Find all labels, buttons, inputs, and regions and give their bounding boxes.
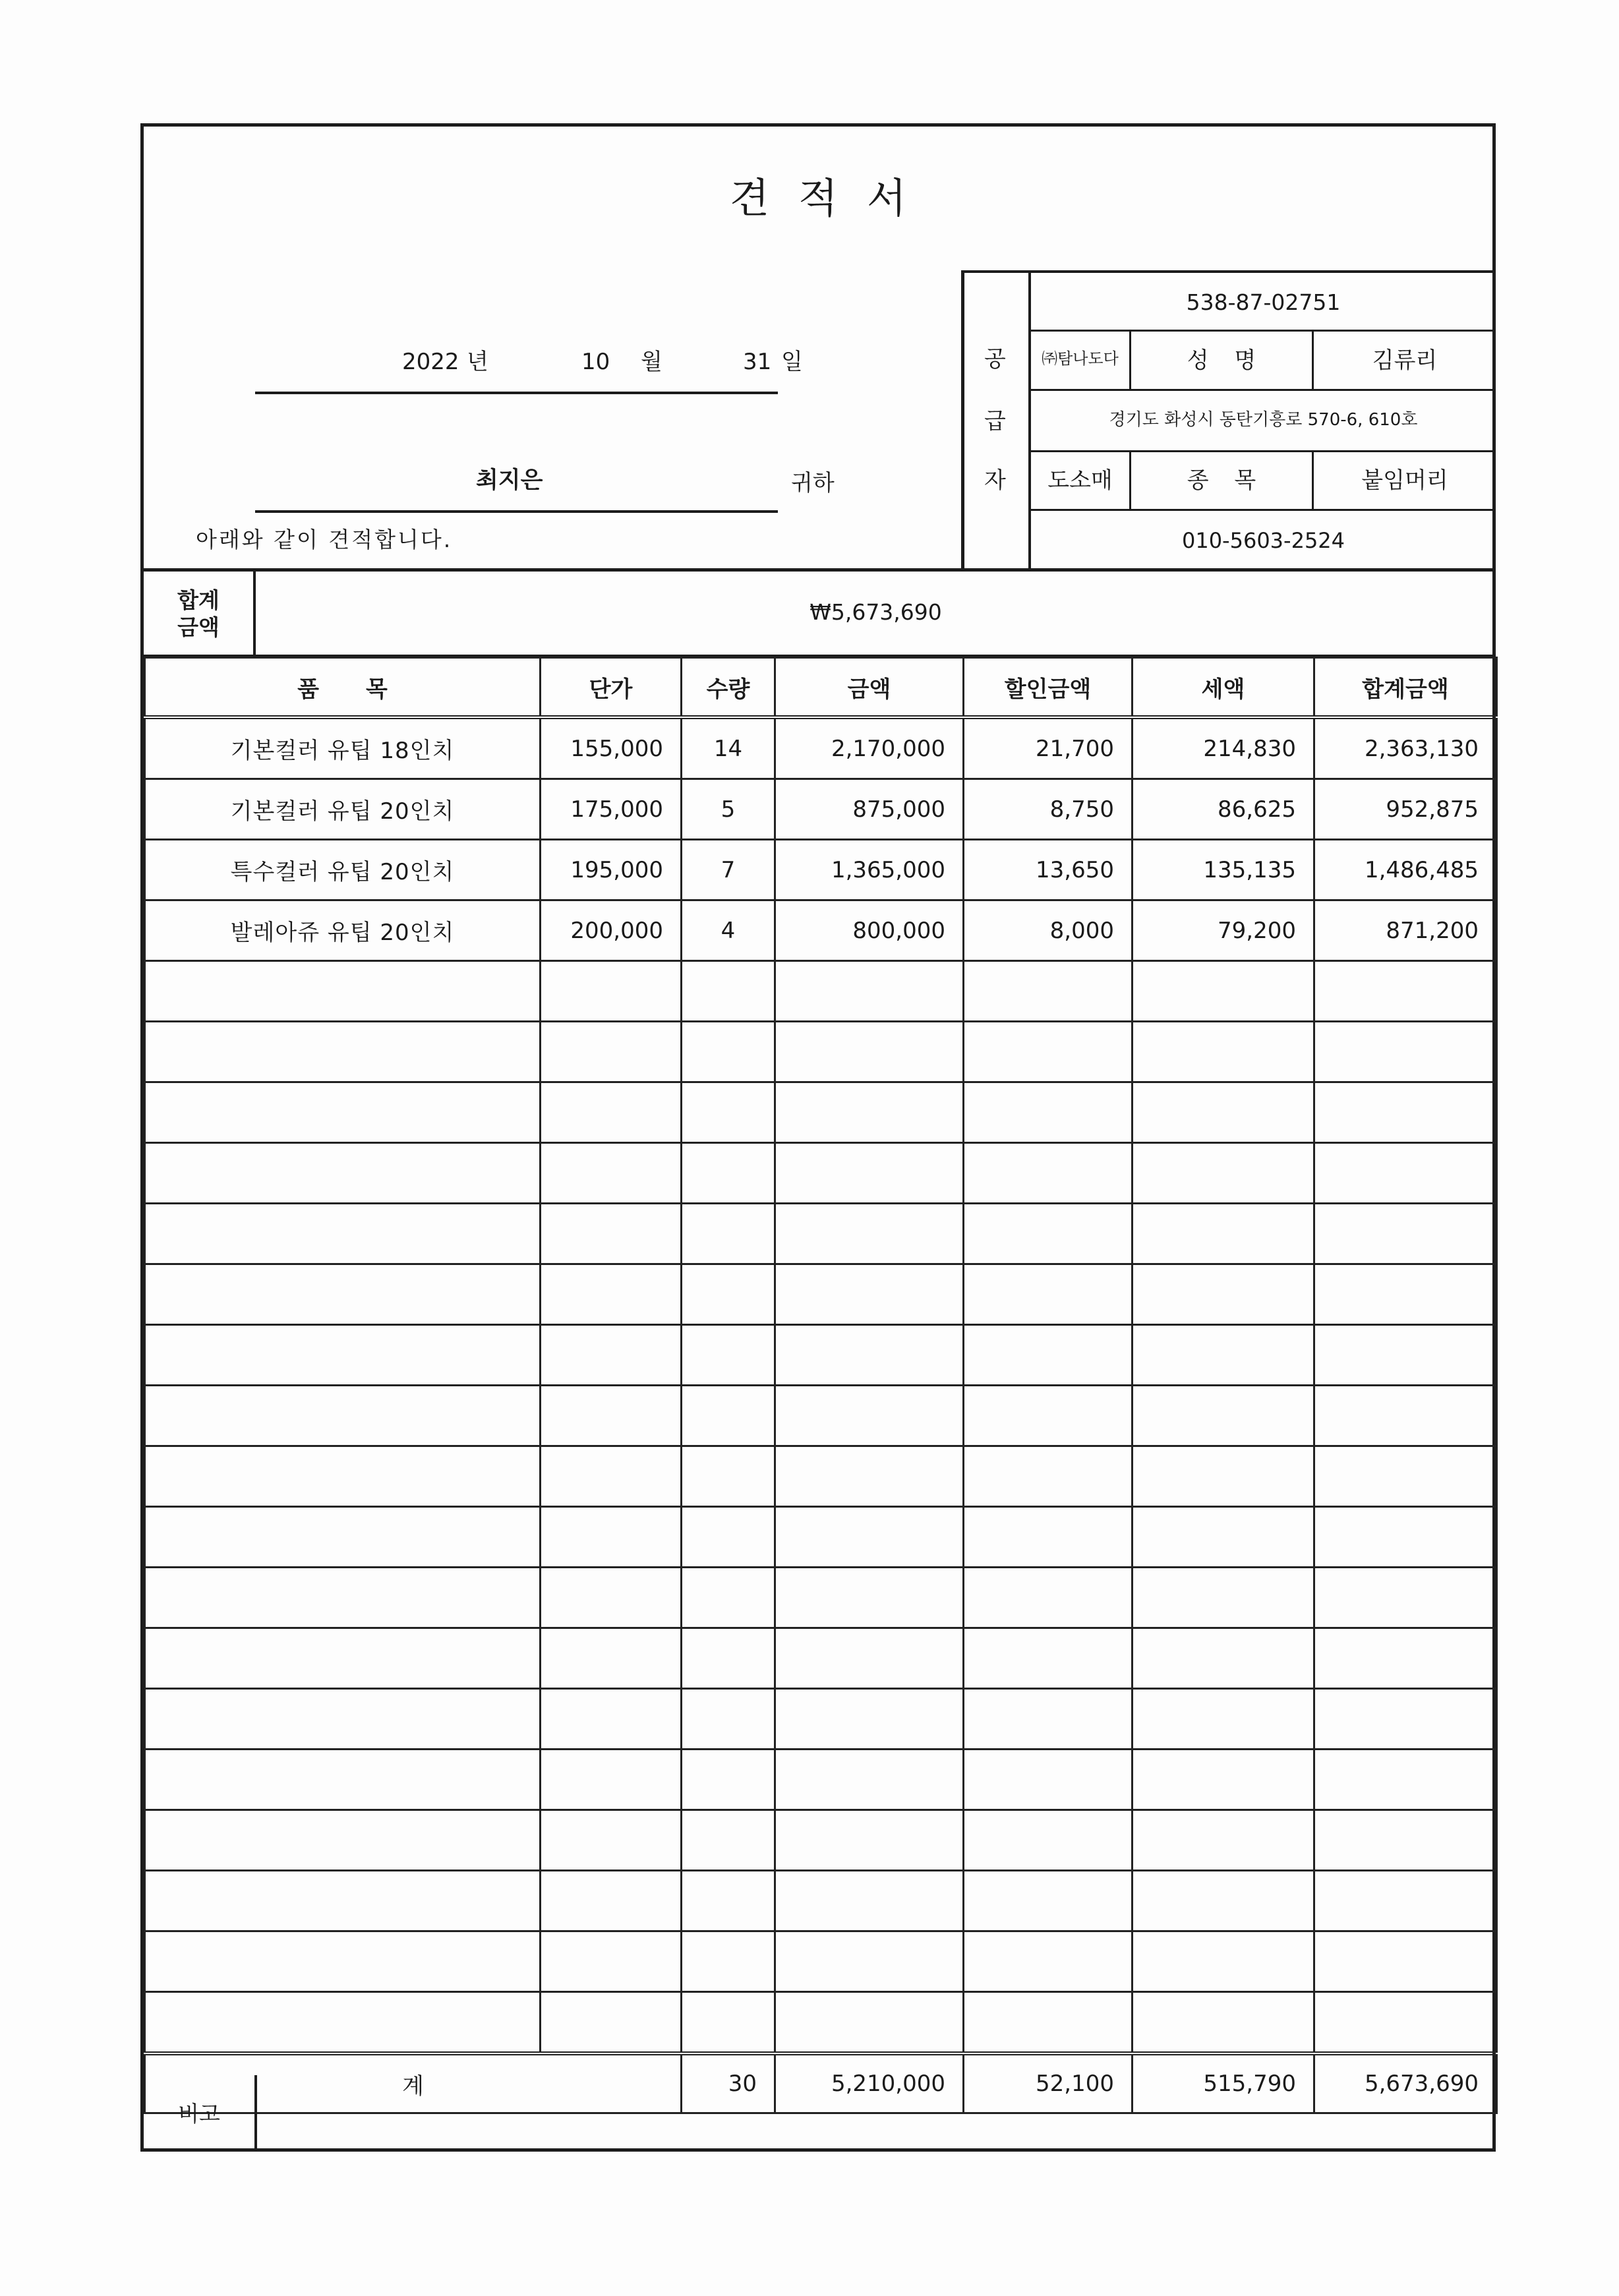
table-cell: 21,700 [964, 717, 1133, 779]
table-cell-empty [541, 1204, 682, 1264]
table-row-empty [145, 1386, 1497, 1446]
table-cell-empty [775, 1082, 964, 1143]
table-cell-empty [145, 1992, 541, 2054]
supplier-company: ㈜탐나도다 [1042, 349, 1119, 368]
table-cell-empty [964, 1325, 1133, 1386]
table-cell-empty [145, 1750, 541, 1810]
table-cell-empty [1314, 1750, 1497, 1810]
table-cell-empty [145, 1871, 541, 1931]
table-cell-empty [541, 1750, 682, 1810]
sum-qty: 30 [682, 2053, 775, 2113]
table-cell-empty [1314, 1507, 1497, 1568]
table-cell-empty [682, 1204, 775, 1264]
table-cell-empty [682, 1689, 775, 1750]
table-cell: 2,170,000 [775, 717, 964, 779]
table-cell-empty [1314, 1689, 1497, 1750]
items-table [144, 657, 1498, 2114]
table-cell-empty [775, 1750, 964, 1810]
table-cell-empty [145, 1082, 541, 1143]
table-cell-empty [775, 1871, 964, 1931]
sum-label: 계 [145, 2053, 682, 2113]
table-row [145, 900, 1497, 961]
total-top-border [140, 568, 1496, 572]
table-cell-empty [964, 1568, 1133, 1628]
table-cell-empty [1133, 1446, 1314, 1507]
date-month: 10 [581, 349, 610, 375]
table-cell-empty [775, 1810, 964, 1871]
table-cell: 871,200 [1314, 900, 1497, 961]
supplier-name: 김류리 [1372, 347, 1438, 374]
table-cell-empty [1133, 1568, 1314, 1628]
recipient-name: 최지은 [476, 467, 543, 494]
column-header: 할인금액 [964, 658, 1133, 718]
column-header: 합계금액 [1314, 658, 1497, 718]
table-cell-empty [682, 961, 775, 1022]
table-cell: 8,000 [964, 900, 1133, 961]
table-cell-empty [1133, 1871, 1314, 1931]
supplier-row-line-2 [1028, 389, 1496, 391]
table-cell-empty [541, 1628, 682, 1689]
table-cell-empty [145, 1143, 541, 1204]
table-cell-empty [775, 1264, 964, 1325]
table-cell-empty [964, 1931, 1133, 1992]
table-cell-empty [541, 961, 682, 1022]
table-cell-empty [1133, 1689, 1314, 1750]
table-cell: 특수컬러 유팁 20인치 [145, 840, 541, 900]
table-cell-empty [541, 1810, 682, 1871]
table-cell-empty [1133, 1386, 1314, 1446]
table-row-empty [145, 1750, 1497, 1810]
table-cell-empty [1133, 1992, 1314, 2054]
table-cell-empty [145, 1264, 541, 1325]
table-cell-empty [145, 961, 541, 1022]
date-year-unit: 년 [467, 349, 488, 375]
table-cell-empty [541, 1082, 682, 1143]
table-cell-empty [682, 1082, 775, 1143]
table-header-row [145, 658, 1497, 718]
table-cell: 1,365,000 [775, 840, 964, 900]
table-cell: 1,486,485 [1314, 840, 1497, 900]
table-cell-empty [775, 1022, 964, 1082]
table-cell-empty [145, 1507, 541, 1568]
table-cell-empty [682, 1264, 775, 1325]
supplier-row-line-3 [1028, 450, 1496, 452]
table-cell: 155,000 [541, 717, 682, 779]
table-cell-empty [964, 1143, 1133, 1204]
table-row-empty [145, 1810, 1497, 1871]
recipient-suffix: 귀하 [791, 470, 835, 496]
table-cell: 4 [682, 900, 775, 961]
table-cell-empty [541, 1325, 682, 1386]
table-row-empty [145, 1871, 1497, 1931]
table-cell-empty [775, 1325, 964, 1386]
table-cell-empty [964, 1750, 1133, 1810]
table-cell-empty [1314, 1568, 1497, 1628]
table-cell-empty [964, 1628, 1133, 1689]
table-cell-empty [1314, 961, 1497, 1022]
table-cell-empty [775, 1689, 964, 1750]
table-cell: 86,625 [1133, 779, 1314, 840]
table-row-empty [145, 1568, 1497, 1628]
sum-tax: 515,790 [1133, 2053, 1314, 2113]
table-cell-empty [145, 1810, 541, 1871]
supplier-phone: 010-5603-2524 [1181, 528, 1345, 553]
table-cell-empty [541, 1931, 682, 1992]
table-cell-empty [964, 1871, 1133, 1931]
date-day: 31 [743, 349, 772, 375]
table-cell-empty [1314, 1871, 1497, 1931]
table-cell: 13,650 [964, 840, 1133, 900]
date-underline [255, 392, 778, 394]
table-cell-empty [964, 1264, 1133, 1325]
table-cell: 5 [682, 779, 775, 840]
table-cell-empty [1314, 1992, 1497, 2054]
column-header: 단가 [541, 658, 682, 718]
recipient-underline [255, 510, 778, 513]
table-cell: 기본컬러 유팁 18인치 [145, 717, 541, 779]
table-cell-empty [775, 1931, 964, 1992]
document-title: 견적서 [730, 174, 935, 222]
table-row-empty [145, 1507, 1497, 1568]
table-cell-empty [541, 1022, 682, 1082]
supplier-label-char-1: 공 [984, 346, 1006, 372]
table-cell: 2,363,130 [1314, 717, 1497, 779]
table-cell-empty [1314, 1204, 1497, 1264]
table-row [145, 779, 1497, 840]
date-year: 2022 [402, 349, 459, 375]
table-cell-empty [541, 1264, 682, 1325]
table-cell-empty [145, 1689, 541, 1750]
table-cell-empty [964, 1386, 1133, 1446]
table-cell-empty [1133, 1507, 1314, 1568]
remarks-divider [254, 2075, 257, 2152]
table-cell-empty [1133, 961, 1314, 1022]
table-cell: 8,750 [964, 779, 1133, 840]
table-row [145, 840, 1497, 900]
table-cell-empty [1314, 1931, 1497, 1992]
table-cell-empty [541, 1871, 682, 1931]
table-cell-empty [682, 1507, 775, 1568]
supplier-row-line-4 [1028, 509, 1496, 511]
table-cell-empty [1133, 1143, 1314, 1204]
table-cell-empty [145, 1931, 541, 1992]
table-cell-empty [145, 1204, 541, 1264]
table-cell-empty [145, 1568, 541, 1628]
table-cell-empty [964, 1446, 1133, 1507]
table-cell: 14 [682, 717, 775, 779]
total-amount: ₩5,673,690 [810, 599, 942, 625]
column-header: 품 목 [145, 658, 541, 718]
table-cell-empty [145, 1386, 541, 1446]
table-cell-empty [1133, 1750, 1314, 1810]
supplier-top-border [961, 270, 1496, 273]
table-cell-empty [1314, 1082, 1497, 1143]
table-cell-empty [1133, 1264, 1314, 1325]
table-row-empty [145, 1325, 1497, 1386]
table-row-empty [145, 1931, 1497, 1992]
table-cell-empty [964, 1810, 1133, 1871]
table-cell-empty [964, 1022, 1133, 1082]
sum-discount: 52,100 [964, 2053, 1133, 2113]
supplier-reg-no: 538-87-02751 [1186, 289, 1341, 315]
remarks-label: 비고 [178, 2101, 220, 2127]
table-row [145, 717, 1497, 779]
table-cell-empty [682, 1992, 775, 2054]
supplier-row-line-1 [1028, 330, 1496, 332]
table-cell-empty [541, 1689, 682, 1750]
table-cell: 952,875 [1314, 779, 1497, 840]
table-cell-empty [775, 1507, 964, 1568]
table-row-empty [145, 1022, 1497, 1082]
table-cell-empty [1133, 1810, 1314, 1871]
column-header: 금액 [775, 658, 964, 718]
table-cell: 214,830 [1133, 717, 1314, 779]
table-cell-empty [682, 1568, 775, 1628]
table-cell-empty [964, 1082, 1133, 1143]
table-cell: 875,000 [775, 779, 964, 840]
table-row-empty [145, 961, 1497, 1022]
supplier-label-char-3: 자 [984, 467, 1006, 494]
table-cell-empty [541, 1507, 682, 1568]
table-cell: 195,000 [541, 840, 682, 900]
table-cell-empty [682, 1143, 775, 1204]
table-cell-empty [964, 961, 1133, 1022]
table-cell-empty [775, 1446, 964, 1507]
table-row-empty [145, 1082, 1497, 1143]
supplier-address: 경기도 화성시 동탄기흥로 570-6, 610호 [1109, 410, 1418, 430]
table-row-empty [145, 1204, 1497, 1264]
table-row-empty [145, 1992, 1497, 2054]
supplier-item: 붙임머리 [1361, 467, 1448, 494]
supplier-business-type: 도소매 [1047, 467, 1113, 494]
table-cell: 800,000 [775, 900, 964, 961]
table-cell-empty [775, 1628, 964, 1689]
table-cell-empty [682, 1386, 775, 1446]
table-cell-empty [145, 1446, 541, 1507]
table-cell-empty [541, 1568, 682, 1628]
table-cell-empty [1314, 1325, 1497, 1386]
date-month-unit: 월 [641, 349, 662, 375]
table-cell-empty [1314, 1143, 1497, 1204]
table-cell: 7 [682, 840, 775, 900]
table-row-empty [145, 1628, 1497, 1689]
table-cell-empty [1133, 1204, 1314, 1264]
table-cell-empty [1314, 1446, 1497, 1507]
table-cell-empty [1314, 1264, 1497, 1325]
table-cell-empty [775, 1568, 964, 1628]
table-cell-empty [682, 1022, 775, 1082]
table-row-empty [145, 1264, 1497, 1325]
table-cell-empty [682, 1750, 775, 1810]
table-cell: 175,000 [541, 779, 682, 840]
supplier-label-char-2: 급 [984, 408, 1006, 434]
column-header: 세액 [1133, 658, 1314, 718]
table-cell-empty [541, 1446, 682, 1507]
table-cell-empty [145, 1022, 541, 1082]
table-cell-empty [682, 1810, 775, 1871]
table-cell-empty [1314, 1810, 1497, 1871]
table-cell-empty [775, 1992, 964, 2054]
table-cell: 135,135 [1133, 840, 1314, 900]
table-cell-empty [1314, 1386, 1497, 1446]
table-row-empty [145, 1689, 1497, 1750]
table-cell-empty [1133, 1628, 1314, 1689]
table-cell-empty [1133, 1022, 1314, 1082]
table-cell-empty [775, 1386, 964, 1446]
table-cell-empty [145, 1325, 541, 1386]
supplier-name-label: 성 명 [1187, 347, 1256, 374]
total-label: 합계 금액 [177, 587, 220, 641]
table-cell-empty [964, 1507, 1133, 1568]
table-cell: 기본컬러 유팁 20인치 [145, 779, 541, 840]
table-row-empty [145, 1143, 1497, 1204]
table-cell-empty [964, 1204, 1133, 1264]
date-day-unit: 일 [781, 349, 803, 375]
table-sum-row [145, 2053, 1497, 2113]
table-cell: 200,000 [541, 900, 682, 961]
intro-text: 아래와 같이 견적합니다. [196, 527, 453, 552]
supplier-item-label: 종 목 [1187, 467, 1256, 494]
table-row-empty [145, 1446, 1497, 1507]
table-cell-empty [145, 1628, 541, 1689]
table-cell-empty [682, 1931, 775, 1992]
table-cell-empty [682, 1628, 775, 1689]
table-cell-empty [775, 961, 964, 1022]
table-cell-empty [682, 1871, 775, 1931]
table-cell-empty [682, 1446, 775, 1507]
table-cell-empty [1133, 1325, 1314, 1386]
table-cell-empty [964, 1689, 1133, 1750]
table-cell-empty [541, 1386, 682, 1446]
table-cell-empty [682, 1325, 775, 1386]
table-cell-empty [1314, 1628, 1497, 1689]
sum-total: 5,673,690 [1314, 2053, 1497, 2113]
table-cell-empty [1314, 1022, 1497, 1082]
table-cell-empty [775, 1143, 964, 1204]
supplier-left-border [961, 270, 964, 570]
sum-amount: 5,210,000 [775, 2053, 964, 2113]
table-cell-empty [541, 1992, 682, 2054]
table-cell-empty [964, 1992, 1133, 2054]
table-cell-empty [1133, 1082, 1314, 1143]
table-cell-empty [541, 1143, 682, 1204]
table-cell-empty [775, 1204, 964, 1264]
table-cell: 79,200 [1133, 900, 1314, 961]
column-header: 수량 [682, 658, 775, 718]
table-cell-empty [1133, 1931, 1314, 1992]
table-cell: 발레아쥬 유팁 20인치 [145, 900, 541, 961]
